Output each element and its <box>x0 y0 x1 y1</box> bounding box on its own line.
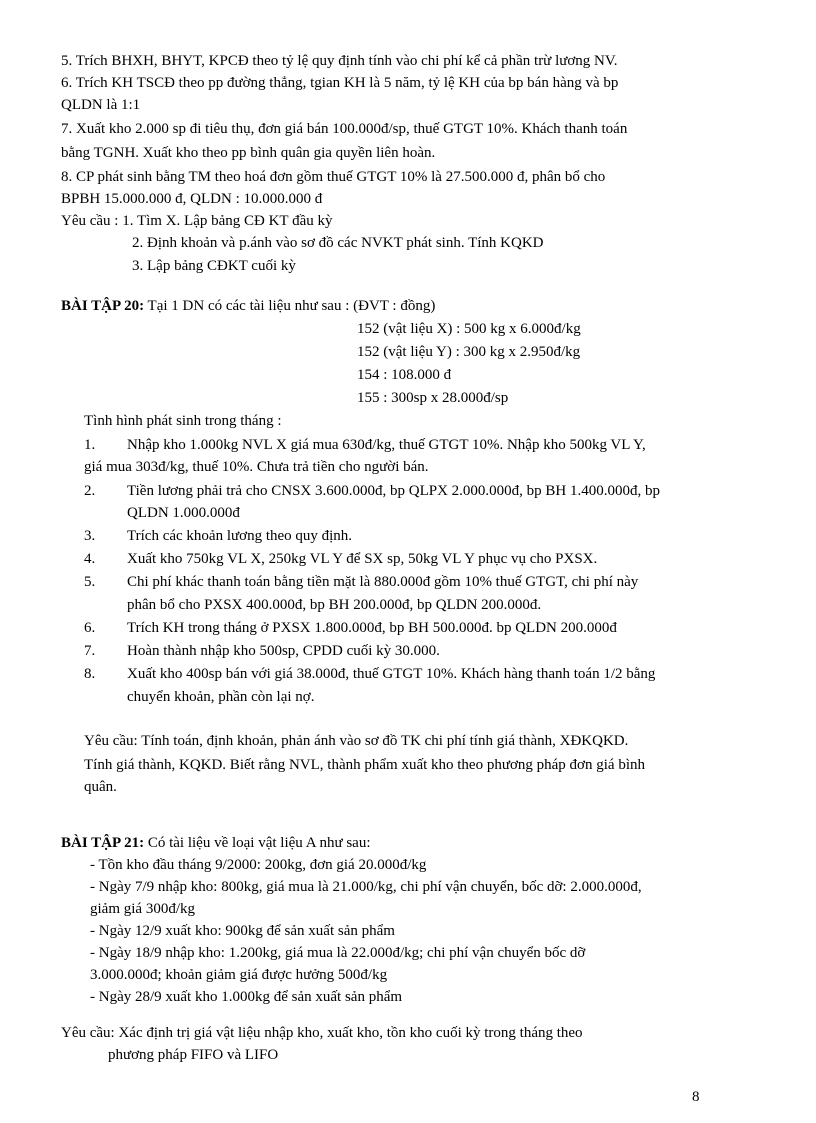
intro-line: 5. Trích BHXH, BHYT, KPCĐ theo tỷ lệ quy định tính vào chi phí kể cả phần trừ lương NV. <box>61 53 618 69</box>
requirement-line: Yêu cầu: Tính toán, định khoản, phản ánh vào sơ đồ TK chi phí tính giá thành, XĐKQKD. <box>84 733 629 749</box>
item-line: Xuất kho 400sp bán với giá 38.000đ, thuế GTGT 10%. Khách hàng thanh toán 1/2 bằng <box>127 666 656 682</box>
exercise-20-heading <box>61 295 435 317</box>
exercise-21-heading <box>61 832 371 854</box>
requirement-line: Tính giá thành, KQKD. Biết rằng NVL, thành phẩm xuất kho theo phương pháp đơn giá bình <box>84 757 645 773</box>
requirement-line: 3. Lập bảng CĐKT cuối kỳ <box>132 258 296 274</box>
material-line: - Tồn kho đầu tháng 9/2000: 200kg, đơn giá 20.000đ/kg <box>90 857 427 873</box>
item-number: 8. <box>84 666 96 682</box>
requirement-line: quân. <box>84 779 117 795</box>
intro-line: bằng TGNH. Xuất kho theo pp bình quân gia quyền liên hoàn. <box>61 145 436 161</box>
item-line: Tiền lương phải trả cho CNSX 3.600.000đ, bp QLPX 2.000.000đ, bp BH 1.400.000đ, bp <box>127 483 661 499</box>
item-number: 6. <box>84 620 96 636</box>
item-line: Chi phí khác thanh toán bằng tiền mặt là 880.000đ gồm 10% thuế GTGT, chi phí này <box>127 574 639 590</box>
item-number: 5. <box>84 574 96 590</box>
item-line: phân bổ cho PXSX 400.000đ, bp BH 200.000đ, bp QLDN 200.000đ. <box>127 597 542 613</box>
intro-line: QLDN là 1:1 <box>61 97 141 113</box>
item-line: Nhập kho 1.000kg NVL X giá mua 630đ/kg, thuế GTGT 10%. Nhập kho 500kg VL Y, <box>127 437 646 453</box>
material-line: - Ngày 18/9 nhập kho: 1.200kg, giá mua là 22.000đ/kg; chi phí vận chuyển bốc dỡ <box>90 945 586 961</box>
item-number: 3. <box>84 528 96 544</box>
material-line: - Ngày 28/9 xuất kho 1.000kg để sản xuất sản phẩm <box>90 989 403 1005</box>
item-number: 1. <box>84 437 96 453</box>
exercise-21-title: BÀI TẬP 21: <box>61 835 145 851</box>
material-line: giảm giá 300đ/kg <box>90 901 195 917</box>
item-line: Xuất kho 750kg VL X, 250kg VL Y để SX sp, 50kg VL Y phục vụ cho PXSX. <box>127 551 598 567</box>
page-number: 8 <box>692 1089 700 1105</box>
intro-line: 6. Trích KH TSCĐ theo pp đường thẳng, tgian KH là 5 năm, tỷ lệ KH của bp bán hàng và bp <box>61 75 619 91</box>
item-line: QLDN 1.000.000đ <box>127 505 240 521</box>
material-line: - Ngày 12/9 xuất kho: 900kg để sản xuất sản phẩm <box>90 923 395 939</box>
item-line: giá mua 303đ/kg, thuế 10%. Chưa trả tiền cho người bán. <box>84 459 429 475</box>
item-number: 4. <box>84 551 96 567</box>
intro-line: 7. Xuất kho 2.000 sp đi tiêu thụ, đơn giá bán 100.000đ/sp, thuế GTGT 10%. Khách thanh toán <box>61 121 628 137</box>
requirement-line: phương pháp FIFO và LIFO <box>108 1047 279 1063</box>
opening-balance: 155 : 300sp x 28.000đ/sp <box>357 390 509 406</box>
opening-balance: 154 : 108.000 đ <box>357 367 452 383</box>
material-line: - Ngày 7/9 nhập kho: 800kg, giá mua là 21.000/kg, chi phí vận chuyển, bốc dỡ: 2.000.000đ, <box>90 879 642 895</box>
item-line: Trích các khoản lương theo quy định. <box>127 528 353 544</box>
opening-balance: 152 (vật liệu Y) : 300 kg x 2.950đ/kg <box>357 344 581 360</box>
requirement-line: 2. Định khoản và p.ánh vào sơ đồ các NVKT phát sinh. Tính KQKD <box>132 235 544 251</box>
item-line: chuyển khoản, phần còn lại nợ. <box>127 689 315 705</box>
requirement-line: Yêu cầu : 1. Tìm X. Lập bảng CĐ KT đầu kỳ <box>61 213 333 229</box>
exercise-21-intro: Có tài liệu về loại vật liệu A như sau: <box>144 835 371 851</box>
item-number: 2. <box>84 483 96 499</box>
material-line: 3.000.000đ; khoản giảm giá được hưởng 500đ/kg <box>90 967 388 983</box>
item-line: Hoàn thành nhập kho 500sp, CPDD cuối kỳ 30.000. <box>127 643 440 659</box>
item-number: 7. <box>84 643 96 659</box>
item-line: Trích KH trong tháng ở PXSX 1.800.000đ, bp BH 500.000đ. bp QLDN 200.000đ <box>127 620 617 636</box>
exercise-20-title: BÀI TẬP 20: <box>61 298 145 314</box>
requirement-line: Yêu cầu: Xác định trị giá vật liệu nhập kho, xuất kho, tồn kho cuối kỳ trong tháng theo <box>61 1025 583 1041</box>
exercise-20-intro: Tại 1 DN có các tài liệu như sau : (ĐVT : đồng) <box>144 298 436 314</box>
situation-heading: Tình hình phát sinh trong tháng : <box>84 413 282 429</box>
intro-line: BPBH 15.000.000 đ, QLDN : 10.000.000 đ <box>61 191 323 207</box>
intro-line: 8. CP phát sinh bằng TM theo hoá đơn gồm thuế GTGT 10% là 27.500.000 đ, phân bổ cho <box>61 169 606 185</box>
opening-balance: 152 (vật liệu X) : 500 kg x 6.000đ/kg <box>357 321 581 337</box>
